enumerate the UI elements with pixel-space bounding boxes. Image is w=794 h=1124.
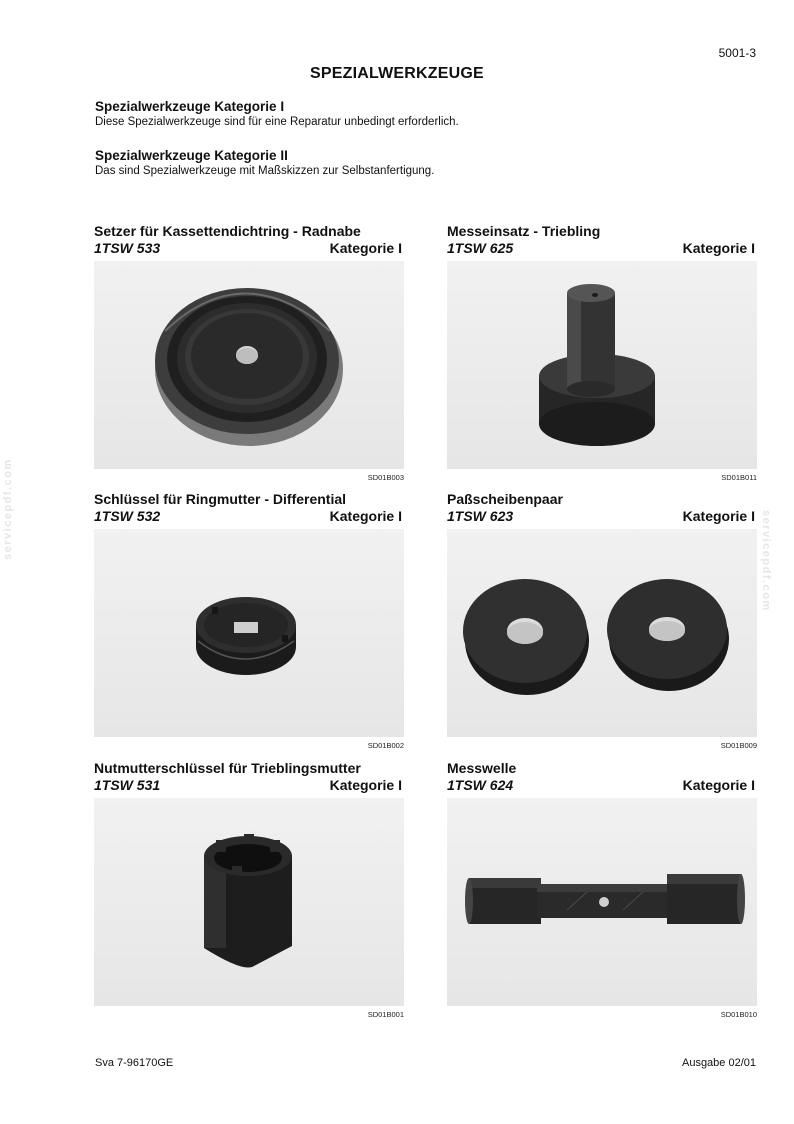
image-reference: SD01B011 xyxy=(721,473,757,482)
tool-subline xyxy=(447,508,757,526)
tool-subline xyxy=(447,777,757,795)
tool-name: Messwelle xyxy=(447,760,517,776)
slotted-nut-socket-image xyxy=(94,798,404,1006)
tool-code: 1TSW 625 xyxy=(447,240,514,256)
tool-code: 1TSW 531 xyxy=(94,777,161,793)
tool-category: Kategorie I xyxy=(329,777,402,793)
tool-category: Kategorie I xyxy=(329,508,402,524)
tool-subline xyxy=(94,240,404,258)
image-reference: SD01B001 xyxy=(367,1010,404,1019)
tool-category: Kategorie I xyxy=(682,240,755,256)
tool-photo xyxy=(447,798,757,1006)
watermark-right: servicepdf.com xyxy=(760,510,772,612)
tool-code: 1TSW 533 xyxy=(94,240,161,256)
tool-subline xyxy=(94,508,404,526)
measuring-shaft-image xyxy=(447,798,757,1006)
tool-photo xyxy=(94,529,404,737)
page-title: SPEZIALWERKZEUGE xyxy=(310,65,484,82)
tool-card xyxy=(447,760,757,1019)
tool-code: 1TSW 623 xyxy=(447,508,514,524)
footer-document-id: Sva 7-96170GE xyxy=(95,1057,174,1069)
category-heading: Spezialwerkzeuge Kategorie II xyxy=(95,148,288,163)
watermark-left: servicepdf.com xyxy=(2,458,14,560)
tool-name: Schlüssel für Ringmutter - Differential xyxy=(94,491,347,507)
tool-card xyxy=(447,223,757,482)
category-description: Das sind Spezialwerkzeuge mit Maßskizzen zur Selbstanfertigung. xyxy=(95,165,435,177)
tool-card xyxy=(94,491,404,750)
image-reference: SD01B003 xyxy=(367,473,404,482)
image-reference: SD01B009 xyxy=(720,741,757,750)
tool-photo xyxy=(447,261,757,469)
tool-category: Kategorie I xyxy=(682,777,755,793)
image-reference: SD01B010 xyxy=(720,1010,757,1019)
tool-photo xyxy=(94,798,404,1006)
tool-name: Paßscheibenpaar xyxy=(447,491,563,507)
category-2 xyxy=(95,147,434,179)
tool-name: Nutmutterschlüssel für Trieblingsmutter xyxy=(94,760,361,776)
tool-category: Kategorie I xyxy=(682,508,755,524)
tool-photo xyxy=(447,529,757,737)
tool-category: Kategorie I xyxy=(329,240,402,256)
tool-card xyxy=(447,491,757,750)
cassette-seal-driver-image xyxy=(94,261,404,469)
tool-photo xyxy=(94,261,404,469)
tool-card xyxy=(94,760,404,1019)
pinion-measuring-insert-image xyxy=(447,261,757,469)
footer-edition: Ausgabe 02/01 xyxy=(681,1057,756,1069)
category-heading: Spezialwerkzeuge Kategorie I xyxy=(95,99,285,114)
page-number: 5001-3 xyxy=(718,46,756,60)
tool-code: 1TSW 624 xyxy=(447,777,514,793)
tool-card xyxy=(94,223,404,482)
category-1 xyxy=(95,98,459,130)
tool-name: Setzer für Kassettendichtring - Radnabe xyxy=(94,223,361,239)
image-reference: SD01B002 xyxy=(367,741,404,750)
shim-disc-pair-image xyxy=(447,529,757,737)
tool-subline xyxy=(94,777,404,795)
tool-subline xyxy=(447,240,757,258)
category-description: Diese Spezialwerkzeuge sind für eine Reparatur unbedingt erforderlich. xyxy=(95,116,459,128)
tool-code: 1TSW 532 xyxy=(94,508,161,524)
tool-name: Messeinsatz - Triebling xyxy=(447,223,601,239)
ring-nut-wrench-image xyxy=(94,529,404,737)
